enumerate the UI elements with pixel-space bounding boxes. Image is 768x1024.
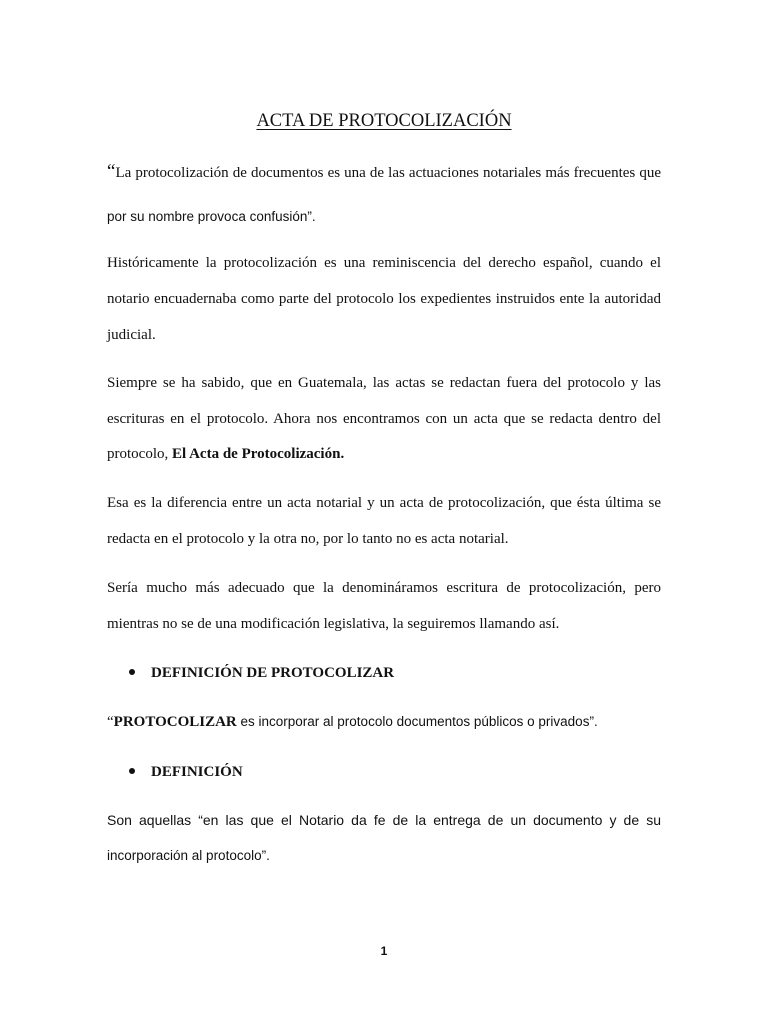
bullet-icon <box>129 768 135 774</box>
paragraph-protocolizar-definition <box>107 704 661 741</box>
paragraph-difference-line2: redacta en el protocolo y la otra no, por lo tanto no es acta notarial. <box>107 531 509 547</box>
paragraph-intro-line1 <box>107 155 661 192</box>
paragraph-text: protocolo, <box>107 446 172 462</box>
paragraph-guatemala-line1: Siempre se ha sabido, que en Guatemala, las actas se redactan fuera del protocolo y las <box>107 375 661 391</box>
paragraph-text: La protocolización de documentos es una de las actuaciones notariales más frecuentes que <box>115 165 661 181</box>
page-number: 1 <box>380 944 388 958</box>
paragraph-text: es incorporar al protocolo documentos públicos o privados”. <box>236 714 598 729</box>
bold-term: PROTOCOLIZAR <box>113 714 237 730</box>
paragraph-difference-line1: Esa es la diferencia entre un acta notarial y un acta de protocolización, que ésta última se <box>107 495 661 511</box>
paragraph-historic-line3: judicial. <box>107 327 156 343</box>
paragraph-historic-line1: Históricamente la protocolización es una reminiscencia del derecho español, cuando el <box>107 255 661 271</box>
bullet-icon <box>129 669 135 675</box>
document-page <box>107 0 661 1024</box>
paragraph-aquellas-line2: incorporación al protocolo”. <box>107 848 270 863</box>
document-title: ACTA DE PROTOCOLIZACIÓN <box>256 111 512 131</box>
paragraph-suggestion-line1: Sería mucho más adecuado que la denomináramos escritura de protocolización, pero <box>107 580 661 596</box>
paragraph-historic-line2: notario encuadernaba como parte del protocolo los expedientes instruidos ente la autoridad <box>107 291 661 307</box>
paragraph-intro-line2: por su nombre provoca confusión”. <box>107 209 316 224</box>
paragraph-guatemala-line3 <box>107 436 661 473</box>
bullet-heading-definicion <box>129 760 659 784</box>
bold-phrase: El Acta de Protocolización. <box>172 446 345 462</box>
paragraph-aquellas-line1: Son aquellas “en las que el Notario da fe de la entrega de un documento y de su <box>107 812 661 828</box>
bullet-heading-definicion-protocolizar <box>129 661 659 685</box>
open-quote: “ <box>107 714 114 730</box>
paragraph-guatemala-line2: escrituras en el protocolo. Ahora nos encontramos con un acta que se redacta dentro del <box>107 411 661 427</box>
open-quote: “ <box>107 161 116 182</box>
bullet-text: DEFINICIÓN <box>151 764 243 780</box>
bullet-text: DEFINICIÓN DE PROTOCOLIZAR <box>151 665 395 681</box>
paragraph-suggestion-line2: mientras no se de una modificación legislativa, la seguiremos llamando así. <box>107 616 560 632</box>
